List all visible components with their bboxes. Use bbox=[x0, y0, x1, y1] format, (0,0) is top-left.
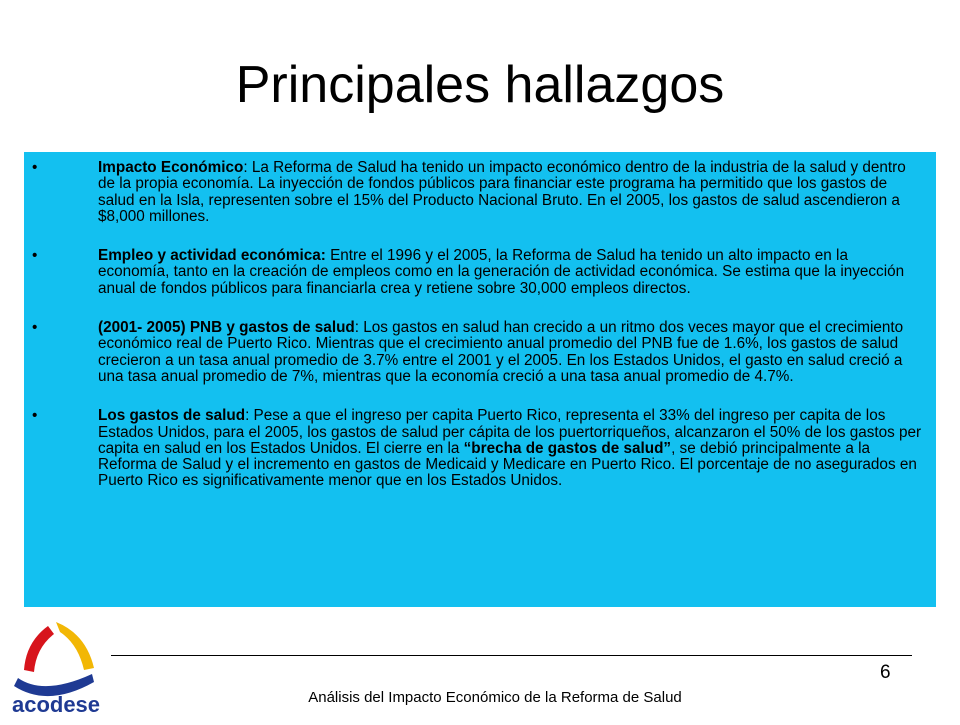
bullet-glyph: • bbox=[32, 159, 38, 176]
bullet-pnb-gastos bbox=[24, 320, 922, 385]
bullet-text-after: , se debió principalmente a la Reforma de Salud y el incremento en gastos de Medicaid y Medicare en Puerto Rico. El porcentaje de no asegurados en Puerto Rico es significativamente menor que en los Estados Unidos. bbox=[98, 439, 917, 490]
bullet-impacto-economico bbox=[24, 160, 922, 225]
bullet-quote: “brecha de gastos de salud” bbox=[463, 439, 672, 457]
footer-divider bbox=[111, 655, 912, 656]
bullet-glyph: • bbox=[32, 247, 38, 265]
bullet-glyph: • bbox=[32, 319, 38, 337]
bullet-text: : Los gastos en salud han crecido a un ritmo dos veces mayor que el crecimiento económico real de Puerto Rico. Mientras que el crecimiento anual promedio del PNB fue de 1.6%, los gastos de salud crecieron a un tasa anual promedio de 3.7% entre el 2001 y el 2005. En los Estados Unidos, el gasto en salud creció a una tasa anual promedio de 7%, mientras que la economía creció a una tasa anual promedio de 4.7%. bbox=[98, 319, 904, 385]
bullet-gastos-salud bbox=[24, 408, 922, 489]
content-box bbox=[24, 152, 936, 607]
bullet-text: : Pese a que el ingreso per capita Puerto Rico, representa el 33% del ingreso per capita de los Estados Unidos, para el 2005, los gastos de salud per cápita de los puertorriqueños, alcanzaron el 50% de los gastos per capita en salud en los Estados Unidos. El cierre en la bbox=[98, 407, 922, 457]
slide-title: Principales hallazgos bbox=[235, 56, 725, 114]
logo-yellow-arc bbox=[56, 622, 94, 670]
logo-red-arc bbox=[24, 626, 54, 672]
bullet-lead: Impacto Económico bbox=[98, 159, 244, 176]
bullet-lead: Empleo y actividad económica: bbox=[98, 247, 326, 265]
bullet-lead: (2001- 2005) PNB y gastos de salud bbox=[98, 319, 355, 337]
bullet-lead: Los gastos de salud bbox=[98, 407, 246, 425]
bullet-text: : La Reforma de Salud ha tenido un impacto económico dentro de la industria de la salud y dentro de la propia economía. La inyección de fondos públicos para financiar este programa ha permitido que los gastos de salud en la Isla, representen sobre el 15% del Producto Nacional Bruto. En el 2005, los gastos de salud ascendieron a $8,000 millones. bbox=[98, 159, 906, 225]
bullet-text: Entre el 1996 y el 2005, la Reforma de Salud ha tenido un alto impacto en la economía, tanto en la creación de empleos como en la generación de actividad económica. Se estima que la inyección anual de fondos públicos para financiarla crea y retiene sobre 30,000 empleos directos. bbox=[98, 247, 905, 297]
bullet-glyph: • bbox=[32, 407, 38, 425]
page-number: 6 bbox=[880, 662, 891, 683]
logo-text: acodese bbox=[11, 692, 101, 717]
footer-caption: Análisis del Impacto Económico de la Reforma de Salud bbox=[308, 689, 682, 706]
bullet-empleo bbox=[24, 248, 922, 297]
